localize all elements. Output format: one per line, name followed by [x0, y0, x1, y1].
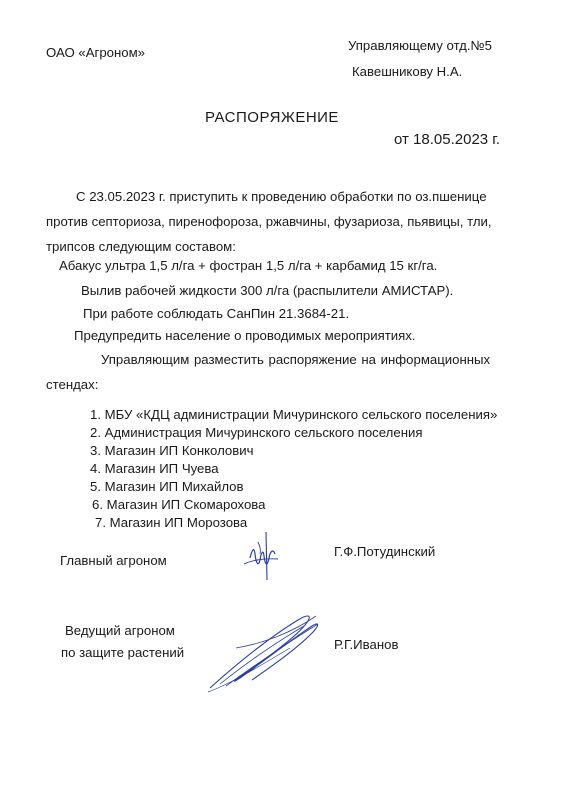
document-date: от 18.05.2023 г. [394, 131, 501, 148]
order-text-line-1: С 23.05.2023 г. приступить к проведению обработки по оз.пшенице [76, 189, 487, 204]
list-item: 4. Магазин ИП Чуева [90, 461, 219, 476]
list-item: 1. МБУ «КДЦ администрации Мичуринского сельского поселения» [90, 407, 498, 422]
recipient-position: Управляющему отд.№5 [348, 38, 493, 53]
lead-agronomist-department: по защите растений [61, 645, 185, 660]
list-item: 2. Администрация Мичуринского сельского поселения [90, 425, 423, 440]
organization-name: ОАО «Агроном» [46, 45, 146, 60]
list-item: 6. Магазин ИП Скомарохова [92, 497, 266, 512]
working-liquid-volume: Вылив рабочей жидкости 300 л/га (распылители АМИСТАР). [81, 283, 454, 298]
chief-agronomist-name: Г.Ф.Потудинский [334, 544, 436, 559]
managers-instruction-line-1: Управляющим разместить распоряжение на информационных [101, 352, 491, 367]
list-item: 3. Магазин ИП Конколович [90, 443, 254, 458]
document-title: РАСПОРЯЖЕНИЕ [205, 109, 339, 126]
order-text-line-2: против септориоза, пиренофороза, ржавчины, фузариоза, пьявицы, тли, [46, 214, 492, 229]
managers-instruction-line-2: стендах: [46, 377, 99, 392]
chief-signature [236, 528, 286, 582]
sanpin-requirement: При работе соблюдать СанПин 21.3684-21. [83, 306, 350, 321]
list-item: 5. Магазин ИП Михайлов [90, 479, 244, 494]
chief-agronomist-title: Главный агроном [60, 553, 167, 568]
list-item: 7. Магазин ИП Морозова [95, 515, 248, 530]
population-warning: Предупредить население о проводимых мероприятиях. [74, 328, 416, 343]
treatment-composition: Абакус ультра 1,5 л/га + фостран 1,5 л/га + карбамид 15 кг/га. [59, 258, 438, 273]
lead-agronomist-name: Р.Г.Иванов [334, 637, 399, 652]
lead-agronomist-title: Ведущий агроном [65, 623, 175, 638]
order-text-line-3: трипсов следующим составом: [46, 239, 236, 254]
recipient-name: Кавешникову Н.А. [352, 64, 463, 79]
lead-signature [200, 604, 330, 696]
